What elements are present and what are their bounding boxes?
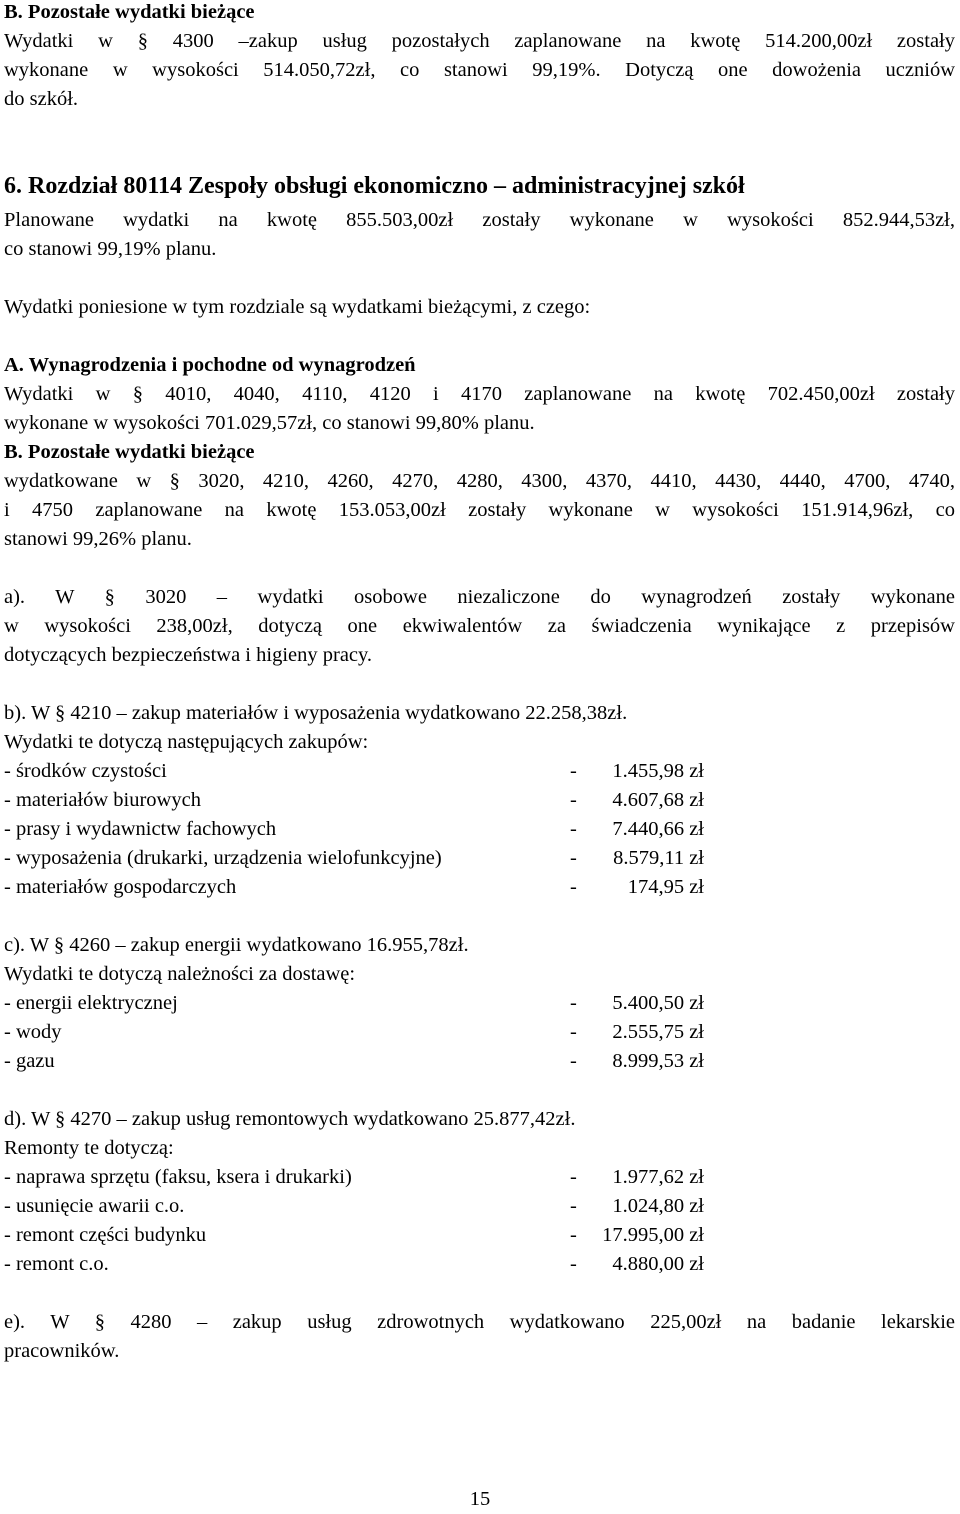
- chapter-heading: 6. Rozdział 80114 Zespoły obsługi ekonomiczno – administracyjnej szkół: [4, 173, 745, 199]
- paragraph-line: Planowane wydatki na kwotę 855.503,00zł zostały wykonane w wysokości 852.944,53zł,: [4, 209, 955, 231]
- list-item-amount: 8.999,53 zł: [612, 1050, 704, 1072]
- list-item-label: - materiałów gospodarczych: [4, 876, 237, 898]
- list-item-dash: -: [570, 1195, 577, 1217]
- list-item-label: - prasy i wydawnictw fachowych: [4, 818, 277, 840]
- list-item-amount: 5.400,50 zł: [612, 992, 704, 1014]
- paragraph-line: Wydatki te dotyczą należności za dostawę:: [4, 963, 356, 985]
- paragraph-line: d). W § 4270 – zakup usług remontowych wydatkowano 25.877,42zł.: [4, 1108, 576, 1130]
- list-item-dash: -: [570, 876, 577, 898]
- list-item-label: - remont części budynku: [4, 1224, 207, 1246]
- paragraph-line: a). W § 3020 – wydatki osobowe niezaliczone do wynagrodzeń zostały wykonane: [4, 586, 955, 608]
- list-item-amount: 7.440,66 zł: [612, 818, 704, 840]
- paragraph-line: b). W § 4210 – zakup materiałów i wyposażenia wydatkowano 22.258,38zł.: [4, 702, 628, 724]
- list-item-amount: 1.024,80 zł: [612, 1195, 704, 1217]
- paragraph-line: Wydatki w § 4300 –zakup usług pozostałych zaplanowane na kwotę 514.200,00zł zostały: [4, 30, 955, 52]
- list-item-dash: -: [570, 992, 577, 1014]
- paragraph-line: Wydatki w § 4010, 4040, 4110, 4120 i 4170 zaplanowane na kwotę 702.450,00zł zostały: [4, 383, 955, 405]
- list-item-amount: 8.579,11 zł: [613, 847, 704, 869]
- list-item-dash: -: [570, 1224, 577, 1246]
- list-item-amount: 2.555,75 zł: [612, 1021, 704, 1043]
- list-item-dash: -: [570, 760, 577, 782]
- list-item-label: - wody: [4, 1021, 62, 1043]
- list-item-dash: -: [570, 1253, 577, 1275]
- list-item-amount: 174,95 zł: [627, 876, 704, 898]
- paragraph-line: wykonane w wysokości 514.050,72zł, co stanowi 99,19%. Dotyczą one dowożenia uczniów: [4, 59, 955, 81]
- list-item-dash: -: [570, 1021, 577, 1043]
- list-item-dash: -: [570, 847, 577, 869]
- paragraph-line: Remonty te dotyczą:: [4, 1137, 174, 1159]
- list-item-label: - usunięcie awarii c.o.: [4, 1195, 185, 1217]
- list-item-dash: -: [570, 1166, 577, 1188]
- list-item-label: - wyposażenia (drukarki, urządzenia wielofunkcyjne): [4, 847, 442, 869]
- list-item-label: - energii elektrycznej: [4, 992, 178, 1014]
- list-item-label: - remont c.o.: [4, 1253, 109, 1275]
- paragraph-line: Wydatki poniesione w tym rozdziale są wydatkami bieżącymi, z czego:: [4, 296, 591, 318]
- list-item-amount: 4.607,68 zł: [612, 789, 704, 811]
- list-item-label: - materiałów biurowych: [4, 789, 201, 811]
- list-item-label: - środków czystości: [4, 760, 167, 782]
- paragraph-line: i 4750 zaplanowane na kwotę 153.053,00zł zostały wykonane w wysokości 151.914,96zł, co: [4, 499, 955, 521]
- paragraph-line: do szkół.: [4, 88, 79, 110]
- paragraph-line: wydatkowane w § 3020, 4210, 4260, 4270, 4280, 4300, 4370, 4410, 4430, 4440, 4700, 4740,: [4, 470, 955, 492]
- paragraph-line: Wydatki te dotyczą następujących zakupów:: [4, 731, 369, 753]
- list-item-amount: 4.880,00 zł: [612, 1253, 704, 1275]
- list-item-label: - gazu: [4, 1050, 55, 1072]
- list-item-amount: 1.977,62 zł: [612, 1166, 704, 1188]
- list-item-label: - naprawa sprzętu (faksu, ksera i drukarki): [4, 1166, 352, 1188]
- paragraph-line: co stanowi 99,19% planu.: [4, 238, 217, 260]
- list-item-dash: -: [570, 789, 577, 811]
- paragraph-line: dotyczących bezpieczeństwa i higieny pracy.: [4, 644, 373, 666]
- list-item-amount: 17.995,00 zł: [602, 1224, 704, 1246]
- paragraph-line: wykonane w wysokości 701.029,57zł, co stanowi 99,80% planu.: [4, 412, 535, 434]
- page-number: 15: [469, 1488, 491, 1510]
- list-item-amount: 1.455,98 zł: [612, 760, 704, 782]
- paragraph-line: e). W § 4280 – zakup usług zdrowotnych wydatkowano 225,00zł na badanie lekarskie: [4, 1311, 955, 1333]
- section-heading: A. Wynagrodzenia i pochodne od wynagrodzeń: [4, 354, 416, 376]
- section-heading: B. Pozostałe wydatki bieżące: [4, 441, 255, 463]
- section-heading: B. Pozostałe wydatki bieżące: [4, 1, 255, 23]
- paragraph-line: stanowi 99,26% planu.: [4, 528, 192, 550]
- list-item-dash: -: [570, 818, 577, 840]
- paragraph-line: c). W § 4260 – zakup energii wydatkowano 16.955,78zł.: [4, 934, 469, 956]
- paragraph-line: pracowników.: [4, 1340, 120, 1362]
- paragraph-line: w wysokości 238,00zł, dotyczą one ekwiwalentów za świadczenia wynikające z przepisów: [4, 615, 955, 637]
- list-item-dash: -: [570, 1050, 577, 1072]
